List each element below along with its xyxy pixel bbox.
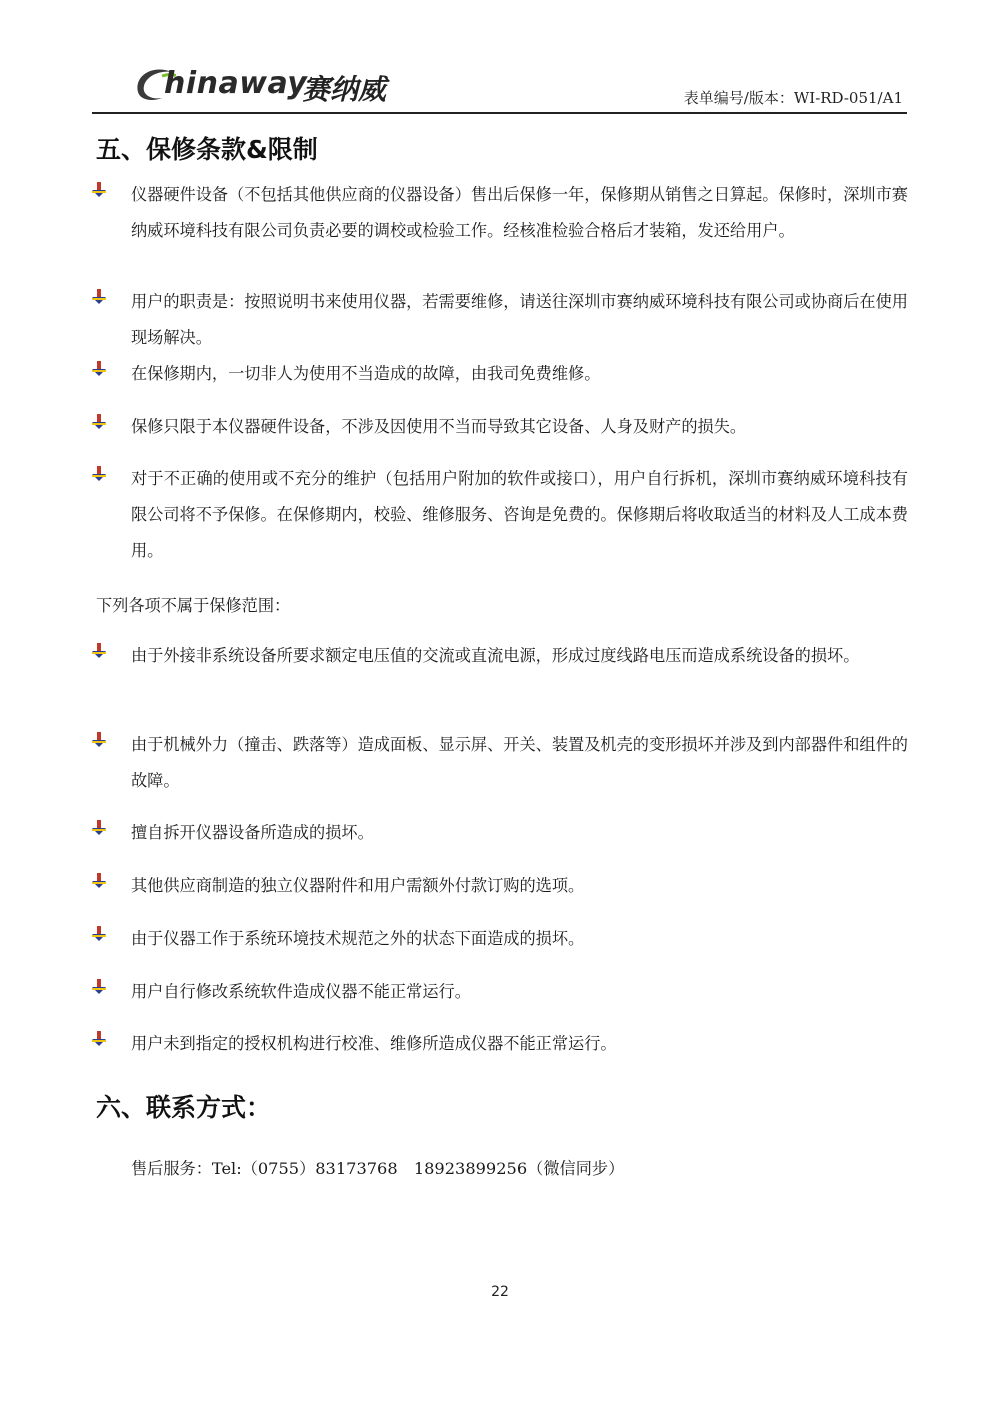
list-item — [90, 815, 908, 851]
logo-wordmark: hinaway — [164, 66, 308, 101]
arrow-bullet-icon — [90, 872, 108, 890]
arrow-bullet-icon — [90, 819, 108, 837]
section-title-warranty: 五、保修条款&限制 — [96, 135, 318, 164]
page-header — [92, 58, 907, 114]
list-item-text: 对于不正确的使用或不充分的维护（包括用户附加的软件或接口），用户自行拆机，深圳市赛纳威环境科技有限公司将不予保修。在保修期内，校验、维修服务、咨询是免费的。保修期后将收取适当的材料及人工成本费用。 — [131, 469, 908, 560]
list-item — [90, 921, 908, 957]
contact-info: 售后服务：Tel:（0755）83173768 18923899256（微信同步） — [131, 1159, 625, 1178]
list-item-text: 擅自拆开仪器设备所造成的损坏。 — [131, 823, 374, 842]
list-item — [90, 409, 908, 445]
list-item — [90, 974, 908, 1010]
list-item-text: 由于仪器工作于系统环境技术规范之外的状态下面造成的损坏。 — [131, 929, 585, 948]
arrow-bullet-icon — [90, 925, 108, 943]
arrow-bullet-icon — [90, 731, 108, 749]
arrow-bullet-icon — [90, 465, 108, 483]
list-item-text: 仪器硬件设备（不包括其他供应商的仪器设备）售出后保修一年，保修期从销售之日算起。保修时，深圳市赛纳威环境科技有限公司负责必要的调校或检验工作。经核准检验合格后才装箱，发还给用户。 — [131, 185, 908, 240]
list-item — [90, 868, 908, 904]
list-item — [90, 284, 908, 356]
page-number: 22 — [491, 1284, 509, 1300]
exclusion-intro: 下列各项不属于保修范围： — [96, 596, 291, 615]
arrow-bullet-icon — [90, 181, 108, 199]
list-item-text: 在保修期内，一切非人为使用不当造成的故障，由我司免费维修。 — [131, 364, 601, 383]
list-item-text: 由于机械外力（撞击、跌落等）造成面板、显示屏、开关、装置及机壳的变形损坏并涉及到内部器件和组件的故障。 — [131, 735, 908, 790]
list-item — [90, 1026, 908, 1062]
arrow-bullet-icon — [90, 978, 108, 996]
list-item — [90, 638, 908, 674]
list-item-text: 用户自行修改系统软件造成仪器不能正常运行。 — [131, 982, 471, 1001]
list-item-text: 其他供应商制造的独立仪器附件和用户需额外付款订购的选项。 — [131, 876, 585, 895]
list-item-text: 用户的职责是：按照说明书来使用仪器，若需要维修，请送往深圳市赛纳威环境科技有限公司或协商后在使用现场解决。 — [131, 292, 908, 347]
form-number: 表单编号/版本：WI-RD-051/A1 — [683, 89, 903, 107]
list-item-text: 保修只限于本仪器硬件设备，不涉及因使用不当而导致其它设备、人身及财产的损失。 — [131, 417, 747, 436]
list-item-text: 由于外接非系统设备所要求额定电压值的交流或直流电源，形成过度线路电压而造成系统设备的损坏。 — [131, 646, 860, 665]
list-item — [90, 177, 908, 249]
arrow-bullet-icon — [90, 642, 108, 660]
arrow-bullet-icon — [90, 1030, 108, 1048]
logo-chinese-name: 赛纳威 — [302, 73, 387, 106]
list-item — [90, 727, 908, 799]
section-title-contact: 六、联系方式： — [96, 1093, 272, 1122]
list-item — [90, 461, 908, 569]
list-item — [90, 356, 908, 392]
arrow-bullet-icon — [90, 413, 108, 431]
arrow-bullet-icon — [90, 288, 108, 306]
list-item-text: 用户未到指定的授权机构进行校准、维修所造成仪器不能正常运行。 — [131, 1034, 617, 1053]
arrow-bullet-icon — [90, 360, 108, 378]
